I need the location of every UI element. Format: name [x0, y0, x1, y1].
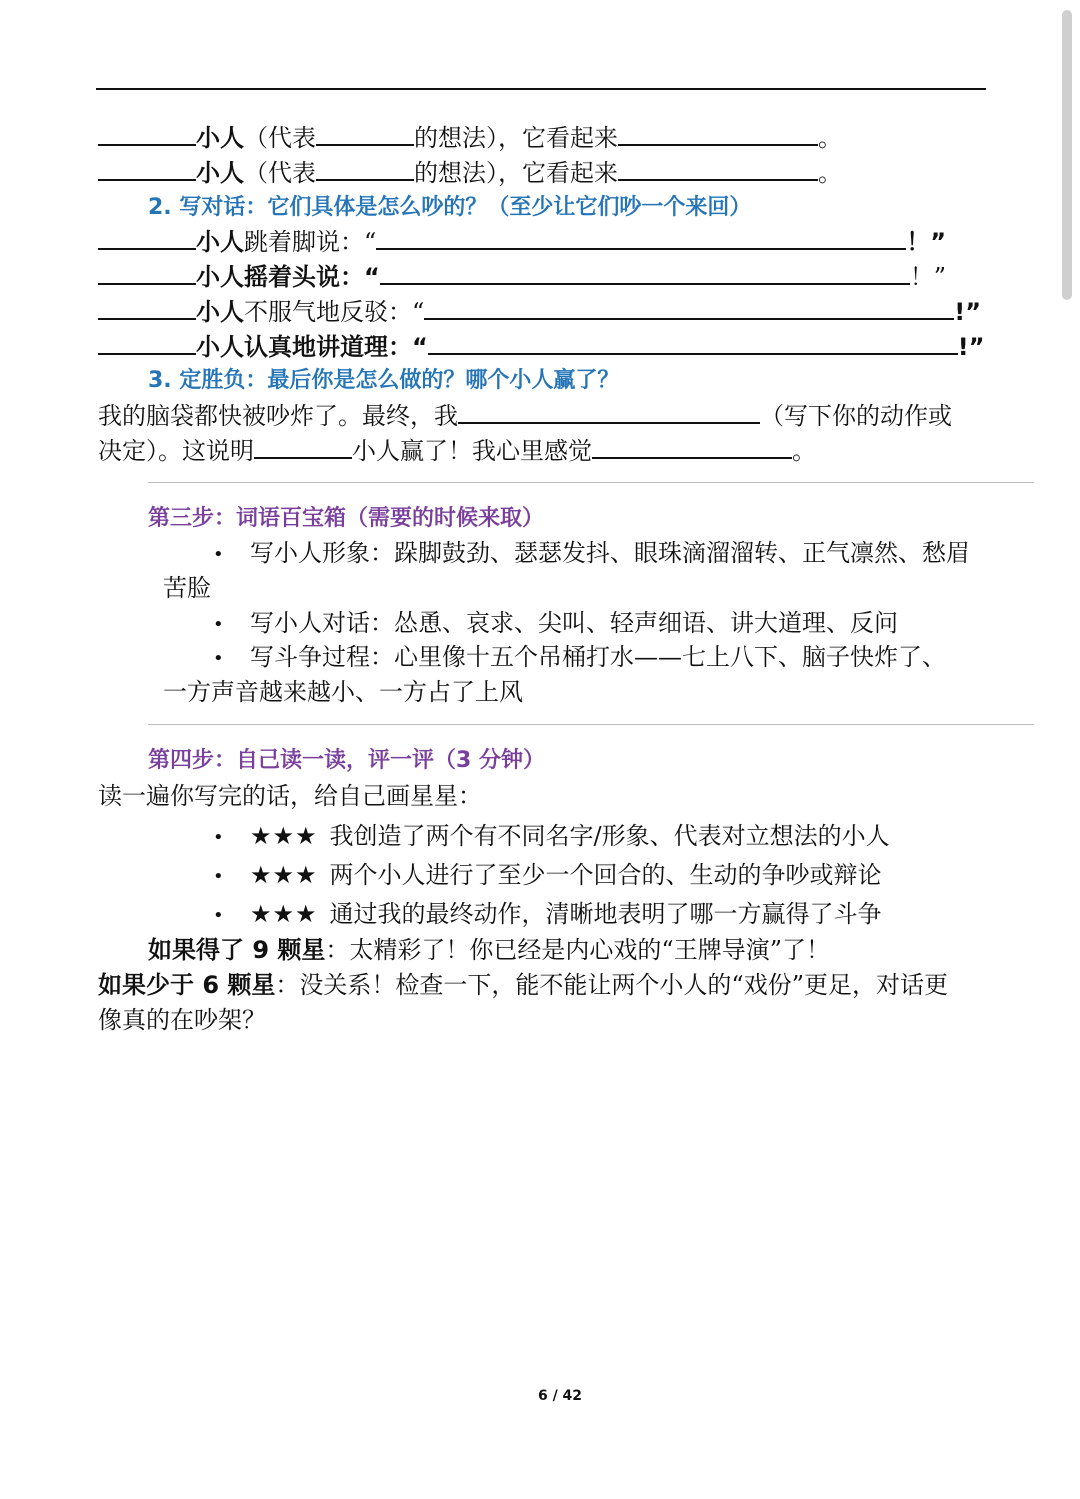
name-blank[interactable]	[98, 122, 196, 146]
dialogue-blank[interactable]	[376, 226, 906, 250]
nine-stars-feedback: 如果得了 9 颗星：太精彩了！你已经是内心戏的“王牌导演”了！	[148, 936, 830, 964]
section-divider	[148, 482, 1034, 483]
dialogue-line-3: 小人不服气地反驳：“ !”	[98, 296, 981, 328]
name-blank[interactable]	[98, 296, 196, 320]
step-4-intro: 读一遍你写完的话，给自己画星星：	[98, 782, 482, 810]
dialogue-line-4: 小人认真地讲道理：“ !”	[98, 331, 985, 363]
header-rule	[96, 88, 986, 90]
dialogue-blank[interactable]	[424, 296, 954, 320]
bullet-icon: •	[213, 866, 224, 887]
question-3-heading: 3. 定胜负：最后你是怎么做的？哪个小人赢了？	[148, 368, 620, 393]
checklist-item-2: ★★★ 两个小人进行了至少一个回合的、生动的争吵或辩论	[250, 861, 882, 889]
character-row-2: 小人（代表 的想法），它看起来 。	[98, 157, 842, 189]
name-blank[interactable]	[98, 331, 196, 355]
looks-blank[interactable]	[618, 157, 818, 181]
star-rating-icon[interactable]: ★★★	[250, 822, 318, 850]
action-blank[interactable]	[458, 400, 760, 424]
checklist-item-3: ★★★ 通过我的最终动作，清晰地表明了哪一方赢得了斗争	[250, 900, 882, 928]
name-blank[interactable]	[98, 226, 196, 250]
dialogue-blank[interactable]	[380, 261, 910, 285]
bullet-icon: •	[213, 544, 224, 565]
bullet-icon: •	[213, 614, 224, 635]
word-box-item-2: 写小人对话：怂恿、哀求、尖叫、轻声细语、讲大道理、反问	[250, 609, 898, 637]
dialogue-line-1: 小人跳着脚说：“ ！”	[98, 226, 946, 258]
section-divider	[148, 724, 1034, 725]
word-box-item-3: 写斗争过程：心里像十五个吊桶打水——七上八下、脑子快炸了、	[250, 643, 946, 671]
page-number: 6 / 42	[537, 1388, 583, 1404]
scrollbar[interactable]	[1062, 10, 1072, 300]
name-blank[interactable]	[98, 157, 196, 181]
dialogue-line-2: 小人摇着头说：“ ！”	[98, 261, 946, 293]
winner-blank[interactable]	[254, 435, 352, 459]
bullet-icon: •	[213, 827, 224, 848]
question-2-heading: 2. 写对话：它们具体是怎么吵的？（至少让它们吵一个来回）	[148, 195, 752, 220]
word-box-item-3-cont: 一方声音越来越小、一方占了上风	[163, 678, 523, 706]
represents-blank[interactable]	[316, 157, 414, 181]
bullet-icon: •	[213, 905, 224, 926]
six-stars-feedback-cont: 像真的在吵架？	[98, 1006, 266, 1034]
word-box-item-1: 写小人形象：跺脚鼓劲、瑟瑟发抖、眼珠滴溜溜转、正气凛然、愁眉	[250, 539, 970, 567]
star-rating-icon[interactable]: ★★★	[250, 861, 318, 889]
checklist-item-1: ★★★ 我创造了两个有不同名字/形象、代表对立想法的小人	[250, 822, 890, 850]
step-3-heading: 第三步：词语百宝箱（需要的时候来取）	[148, 506, 545, 531]
feeling-blank[interactable]	[592, 435, 792, 459]
star-rating-icon[interactable]: ★★★	[250, 900, 318, 928]
bullet-icon: •	[213, 648, 224, 669]
question-3-line-1: 我的脑袋都快被吵炸了。最终，我 （写下你的动作或	[98, 402, 952, 430]
question-3-line-2: 决定）。这说明 小人赢了！我心里感觉 。	[98, 437, 816, 465]
name-blank[interactable]	[98, 261, 196, 285]
represents-blank[interactable]	[316, 122, 414, 146]
dialogue-blank[interactable]	[428, 331, 958, 355]
step-4-heading: 第四步：自己读一读，评一评（3 分钟）	[148, 748, 545, 773]
character-row-1: 小人（代表 的想法），它看起来 。	[98, 122, 842, 154]
looks-blank[interactable]	[618, 122, 818, 146]
word-box-item-1-cont: 苦脸	[163, 574, 211, 602]
six-stars-feedback: 如果少于 6 颗星：没关系！检查一下，能不能让两个小人的“戏份”更足，对话更	[98, 971, 948, 999]
